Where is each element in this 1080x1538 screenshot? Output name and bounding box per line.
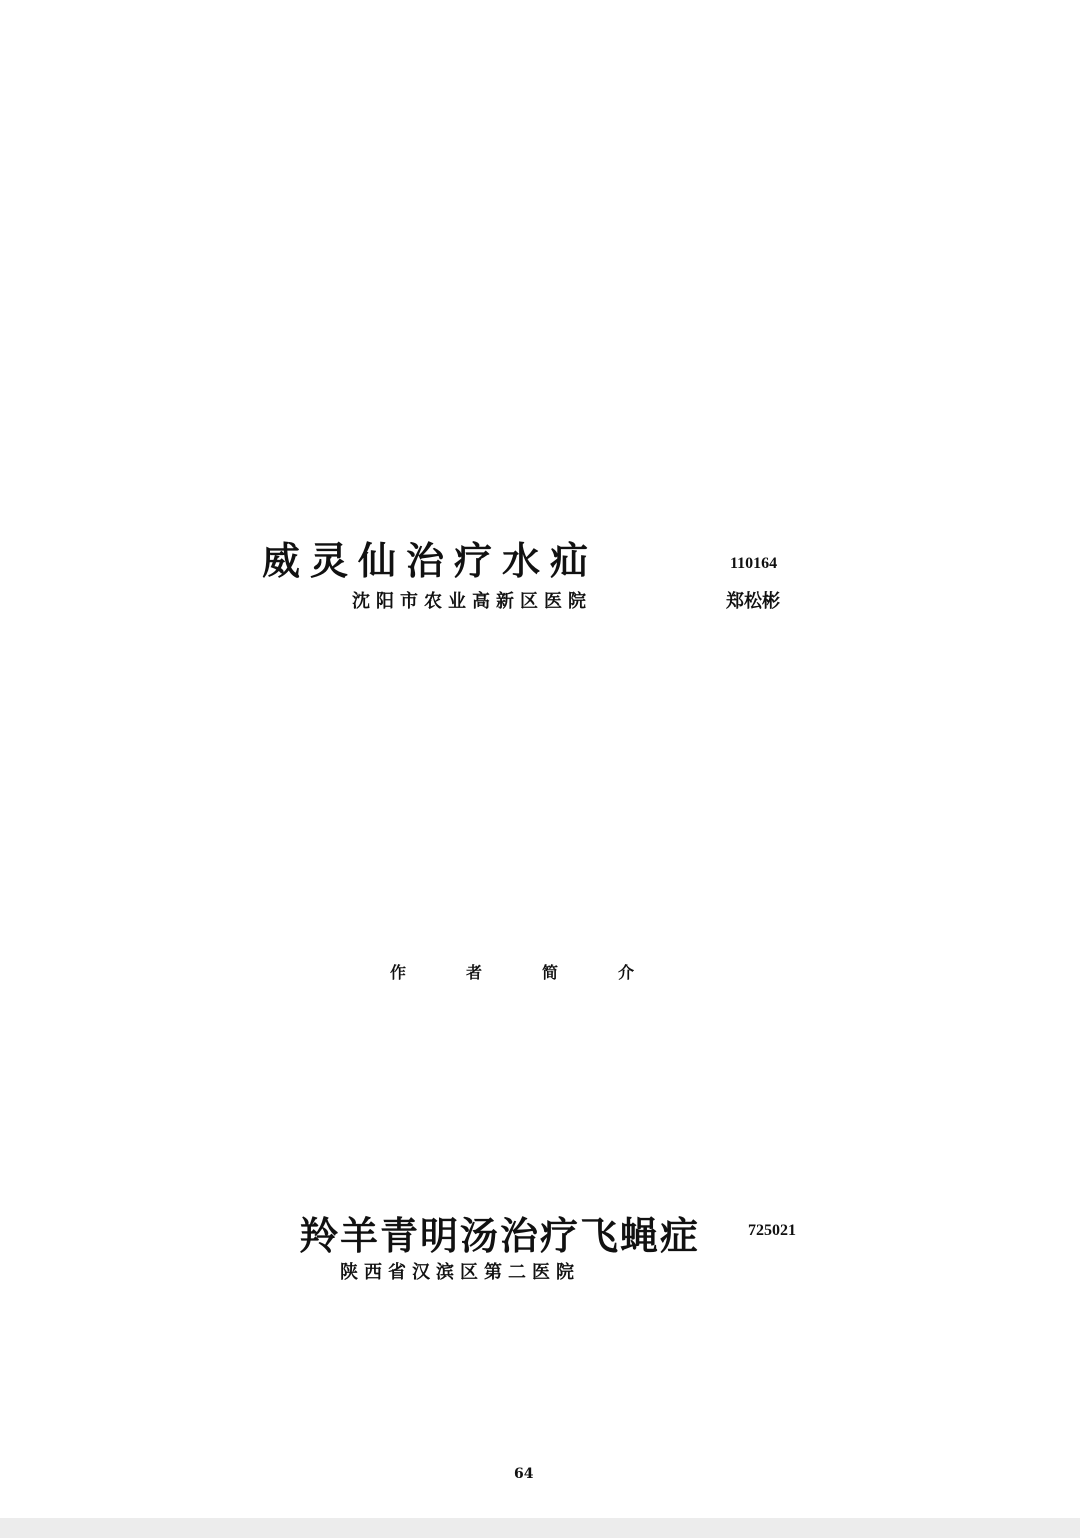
top-right-column [545,64,960,496]
article-title: 威灵仙治疗水疝 [262,538,599,583]
article2-left-column [86,1318,508,1418]
author-name: 郑松彬 [726,591,780,612]
postal-code: 725021 [748,1222,796,1239]
page-number: 64 [514,1466,534,1482]
postal-code: 110164 [730,555,778,572]
author-bio [92,986,960,1162]
bio-heading: 作者简介 [390,963,695,982]
affiliation: 沈阳市农业高新区医院 [352,591,592,612]
article-title: 羚羊青明汤治疗飞蝇症 [300,1213,701,1258]
article2-right-column [543,1318,957,1418]
affiliation: 陕西省汉滨区第二医院 [340,1262,580,1283]
bottom-bar [0,1518,1080,1538]
top-left-column [92,64,510,496]
article1-left-column [92,640,510,962]
article1-right-column [542,640,958,962]
